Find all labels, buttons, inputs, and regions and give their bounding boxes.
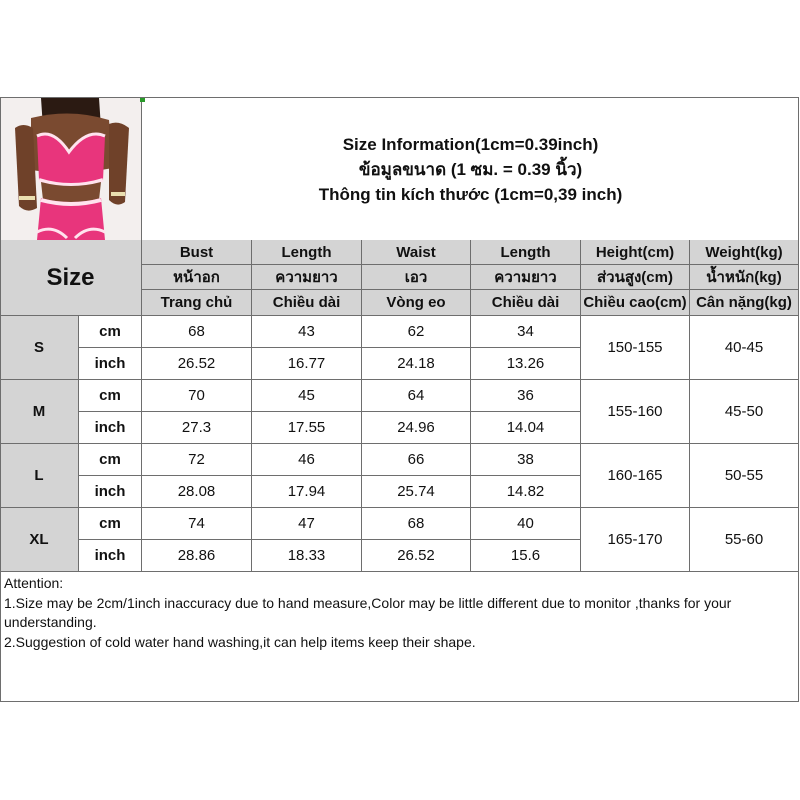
column-header-th: เอว xyxy=(362,265,471,290)
unit-label-inch: inch xyxy=(79,540,142,572)
inch-value: 26.52 xyxy=(142,348,252,380)
unit-label-cm: cm xyxy=(79,380,142,412)
column-header-en: Length xyxy=(471,240,581,265)
title-thai: ข้อมูลขนาด (1 ซม. = 0.39 นิ้ว) xyxy=(358,159,583,179)
inch-value: 28.08 xyxy=(142,476,252,508)
weight-range: 55-60 xyxy=(690,508,799,572)
column-header-th: หน้าอก xyxy=(142,265,252,290)
size-label: M xyxy=(0,380,79,444)
inch-value: 14.04 xyxy=(471,412,581,444)
column-header-vi: Cân nặng(kg) xyxy=(690,290,799,316)
unit-label-cm: cm xyxy=(79,508,142,540)
product-photo xyxy=(1,98,141,240)
attention-notes xyxy=(4,574,794,652)
height-range: 160-165 xyxy=(581,444,690,508)
cm-value: 47 xyxy=(252,508,362,540)
unit-label-cm: cm xyxy=(79,444,142,476)
title-english: Size Information(1cm=0.39inch) xyxy=(342,134,599,154)
weight-range: 40-45 xyxy=(690,316,799,380)
inch-value: 24.96 xyxy=(362,412,471,444)
cm-value: 68 xyxy=(142,316,252,348)
cm-value: 72 xyxy=(142,444,252,476)
size-header: Size xyxy=(0,240,142,316)
unit-label-cm: cm xyxy=(79,316,142,348)
model-image xyxy=(1,98,141,240)
size-label: S xyxy=(0,316,79,380)
height-range: 155-160 xyxy=(581,380,690,444)
cm-value: 62 xyxy=(362,316,471,348)
column-header-vi: Chiều dài xyxy=(252,290,362,316)
size-label: L xyxy=(0,444,79,508)
cm-value: 74 xyxy=(142,508,252,540)
column-header-en: Length xyxy=(252,240,362,265)
cm-value: 34 xyxy=(471,316,581,348)
attention-line-1: 1.Size may be 2cm/1inch inaccuracy due to hand measure,Color may be little different due to monitor ,thanks for your understanding. xyxy=(4,594,732,630)
column-header-th: น้ำหนัก(kg) xyxy=(690,265,799,290)
title-vietnamese: Thông tin kích thước (1cm=0,39 inch) xyxy=(318,184,623,204)
inch-value: 13.26 xyxy=(471,348,581,380)
height-range: 150-155 xyxy=(581,316,690,380)
inch-value: 17.94 xyxy=(252,476,362,508)
cm-value: 64 xyxy=(362,380,471,412)
attention-line-2: 2.Suggestion of cold water hand washing,it can help items keep their shape. xyxy=(4,633,476,650)
column-header-vi: Chiều cao(cm) xyxy=(581,290,690,316)
inch-value: 24.18 xyxy=(362,348,471,380)
size-label: XL xyxy=(0,508,79,572)
column-header-en: Bust xyxy=(142,240,252,265)
unit-label-inch: inch xyxy=(79,348,142,380)
cm-value: 45 xyxy=(252,380,362,412)
cm-value: 36 xyxy=(471,380,581,412)
column-header-vi: Trang chủ xyxy=(142,290,252,316)
inch-value: 18.33 xyxy=(252,540,362,572)
title-block xyxy=(142,98,799,240)
inch-value: 26.52 xyxy=(362,540,471,572)
inch-value: 17.55 xyxy=(252,412,362,444)
inch-value: 16.77 xyxy=(252,348,362,380)
height-range: 165-170 xyxy=(581,508,690,572)
unit-label-inch: inch xyxy=(79,476,142,508)
cm-value: 40 xyxy=(471,508,581,540)
inch-value: 28.86 xyxy=(142,540,252,572)
column-header-vi: Vòng eo xyxy=(362,290,471,316)
cm-value: 70 xyxy=(142,380,252,412)
column-header-en: Height(cm) xyxy=(581,240,690,265)
column-header-th: ความยาว xyxy=(252,265,362,290)
cm-value: 38 xyxy=(471,444,581,476)
inch-value: 15.6 xyxy=(471,540,581,572)
column-header-vi: Chiều dài xyxy=(471,290,581,316)
attention-heading: Attention: xyxy=(4,575,64,591)
column-header-en: Waist xyxy=(362,240,471,265)
column-header-th: ส่วนสูง(cm) xyxy=(581,265,690,290)
column-header-th: ความยาว xyxy=(471,265,581,290)
weight-range: 50-55 xyxy=(690,444,799,508)
inch-value: 25.74 xyxy=(362,476,471,508)
cm-value: 68 xyxy=(362,508,471,540)
cm-value: 66 xyxy=(362,444,471,476)
inch-value: 27.3 xyxy=(142,412,252,444)
weight-range: 45-50 xyxy=(690,380,799,444)
column-header-en: Weight(kg) xyxy=(690,240,799,265)
unit-label-inch: inch xyxy=(79,412,142,444)
inch-value: 14.82 xyxy=(471,476,581,508)
cm-value: 43 xyxy=(252,316,362,348)
cm-value: 46 xyxy=(252,444,362,476)
